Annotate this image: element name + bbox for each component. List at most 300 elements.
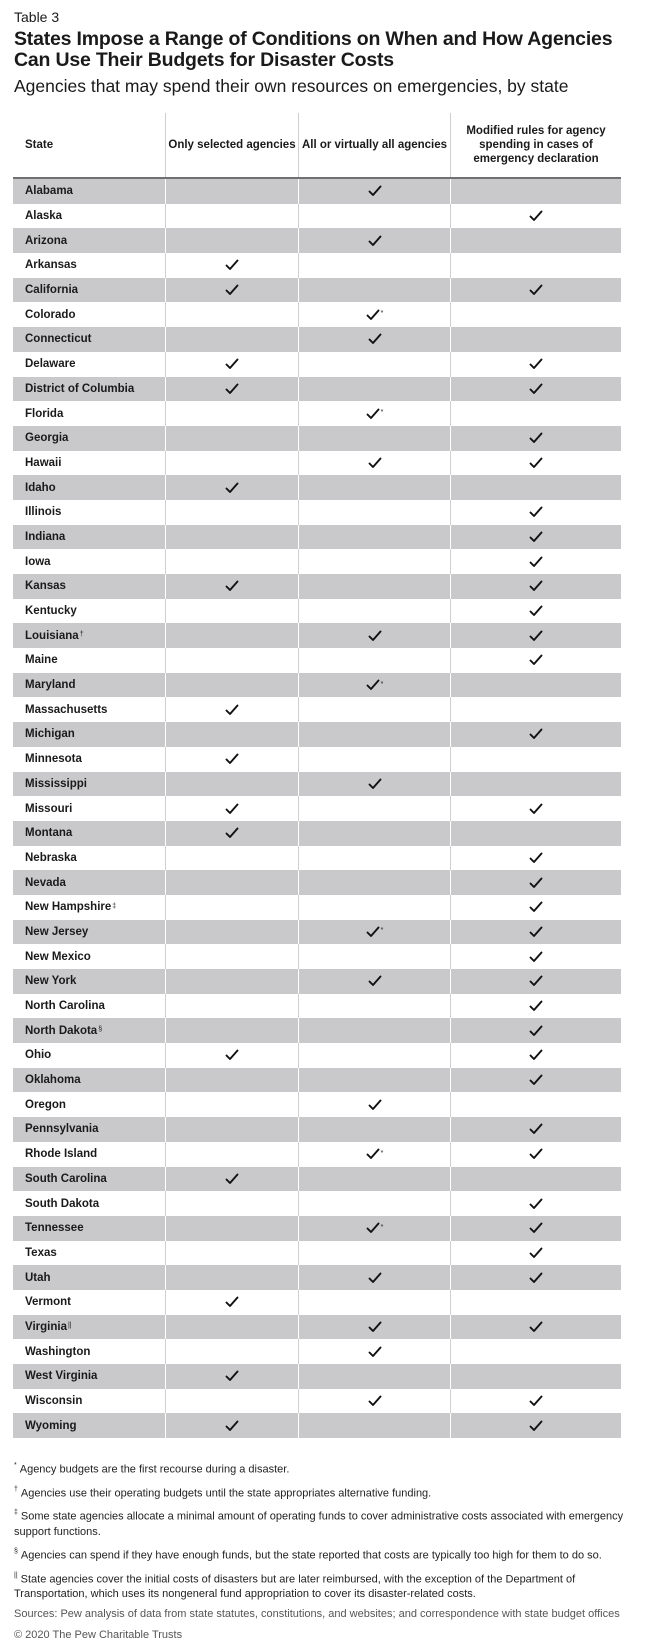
- checkmark-icon: [368, 457, 382, 469]
- state-name: New York: [25, 975, 77, 988]
- table-row: [13, 1117, 621, 1142]
- only-selected-cell: [165, 944, 298, 969]
- all-agencies-cell: [298, 1389, 450, 1414]
- only-selected-cell: [165, 599, 298, 624]
- checkmark-icon: [368, 1099, 382, 1111]
- state-name-cell: [13, 377, 165, 402]
- modified-rules-cell: [450, 747, 621, 772]
- table-row: [13, 1389, 621, 1414]
- all-agencies-cell: [298, 1167, 450, 1192]
- only-selected-cell: [165, 401, 298, 426]
- modified-rules-cell: [450, 772, 621, 797]
- modified-rules-cell: [450, 377, 621, 402]
- state-name-cell: [13, 1241, 165, 1266]
- checkmark-icon: [366, 926, 380, 938]
- footnote-symbol: ||: [14, 1571, 18, 1579]
- only-selected-cell: [165, 179, 298, 204]
- state-footnote-marker: §: [98, 1026, 103, 1034]
- modified-rules-cell: [450, 821, 621, 846]
- checkmark-icon: [529, 383, 543, 395]
- modified-rules-cell: [450, 870, 621, 895]
- all-agencies-cell: [298, 599, 450, 624]
- modified-rules-cell: [450, 1265, 621, 1290]
- state-name-cell: [13, 1191, 165, 1216]
- only-selected-cell: [165, 821, 298, 846]
- footnote-text: Agencies use their operating budgets until the state appropriates alternative funding.: [20, 1487, 432, 1500]
- modified-rules-cell: [450, 500, 621, 525]
- checkmark-footnote-marker: *: [380, 927, 384, 935]
- checkmark-icon: [368, 1272, 382, 1284]
- table-row: [13, 1315, 621, 1340]
- all-agencies-cell: [298, 994, 450, 1019]
- modified-rules-cell: [450, 697, 621, 722]
- checkmark-icon: [366, 1222, 380, 1234]
- checkmark-icon: [366, 408, 380, 420]
- table-row: [13, 1265, 621, 1290]
- all-agencies-cell: [298, 673, 450, 698]
- table-row: [13, 253, 621, 278]
- checkmark-icon: [529, 1198, 543, 1210]
- checkmark-icon: [529, 852, 543, 864]
- checkmark-icon: [225, 803, 239, 815]
- only-selected-cell: [165, 327, 298, 352]
- state-name: Montana: [25, 827, 73, 840]
- only-selected-cell: [165, 1092, 298, 1117]
- table-row: [13, 475, 621, 500]
- state-name-cell: [13, 549, 165, 574]
- state-name-cell: [13, 352, 165, 377]
- checkmark-icon: [529, 803, 543, 815]
- table-row: [13, 327, 621, 352]
- table-row: [13, 623, 621, 648]
- only-selected-cell: [165, 623, 298, 648]
- modified-rules-cell: [450, 525, 621, 550]
- table-row: [13, 377, 621, 402]
- checkmark-icon: [529, 531, 543, 543]
- column-header-all-agencies: All or virtually all agencies: [298, 113, 450, 177]
- state-name-cell: [13, 722, 165, 747]
- modified-rules-cell: [450, 278, 621, 303]
- state-name: Illinois: [25, 506, 62, 519]
- checkmark-icon: [529, 1321, 543, 1333]
- checkmark-icon: [529, 1000, 543, 1012]
- state-name-cell: [13, 623, 165, 648]
- checkmark-icon: [529, 1025, 543, 1037]
- state-name: Indiana: [25, 530, 66, 543]
- checkmark-icon: [368, 235, 382, 247]
- checkmark-footnote-marker: *: [380, 1223, 384, 1231]
- checkmark-icon: [529, 580, 543, 592]
- checkmark-icon: [529, 1148, 543, 1160]
- state-name-cell: [13, 1364, 165, 1389]
- state-name-cell: [13, 673, 165, 698]
- checkmark-icon: [225, 1370, 239, 1382]
- only-selected-cell: [165, 278, 298, 303]
- only-selected-cell: [165, 870, 298, 895]
- column-header-modified-rules: Modified rules for agency spending in cases of emergency declaration: [450, 113, 621, 177]
- checkmark-icon: [529, 901, 543, 913]
- only-selected-cell: [165, 1290, 298, 1315]
- all-agencies-cell: [298, 1068, 450, 1093]
- table-row: [13, 302, 621, 327]
- checkmark-icon: [225, 827, 239, 839]
- state-name-cell: [13, 1092, 165, 1117]
- table-row: [13, 969, 621, 994]
- state-name: Alaska: [25, 210, 63, 223]
- state-name: Nebraska: [25, 851, 77, 864]
- state-name: Ohio: [25, 1049, 52, 1062]
- all-agencies-cell: [298, 1142, 450, 1167]
- modified-rules-cell: [450, 1191, 621, 1216]
- state-name: Georgia: [25, 432, 69, 445]
- sources-note: Sources: Pew analysis of data from state statutes, constitutions, and websites; and correspondence with state budget offices: [14, 1608, 620, 1621]
- state-name: Idaho: [25, 481, 56, 494]
- checkmark-footnote-marker: *: [380, 680, 384, 688]
- state-name-cell: [13, 796, 165, 821]
- state-name-cell: [13, 1389, 165, 1414]
- only-selected-cell: [165, 500, 298, 525]
- table-row: [13, 1043, 621, 1068]
- only-selected-cell: [165, 204, 298, 229]
- modified-rules-cell: [450, 920, 621, 945]
- checkmark-footnote-marker: *: [380, 1149, 384, 1157]
- only-selected-cell: [165, 1018, 298, 1043]
- all-agencies-cell: [298, 796, 450, 821]
- footnote-text: Some state agencies allocate a minimal amount of operating funds to cover administrative costs associated with emergency support functions.: [14, 1510, 624, 1538]
- state-name: Florida: [25, 407, 64, 420]
- all-agencies-cell: [298, 1265, 450, 1290]
- modified-rules-cell: [450, 1241, 621, 1266]
- modified-rules-cell: [450, 426, 621, 451]
- footnote-symbol: §: [14, 1547, 18, 1555]
- modified-rules-cell: [450, 994, 621, 1019]
- table-row: [13, 821, 621, 846]
- table-row: [13, 697, 621, 722]
- footnote-text: Agencies can spend if they have enough funds, but the state reported that costs are typically too high for them to do so.: [20, 1549, 602, 1562]
- all-agencies-cell: [298, 1216, 450, 1241]
- all-agencies-cell: [298, 302, 450, 327]
- all-agencies-cell: [298, 377, 450, 402]
- all-agencies-cell: [298, 846, 450, 871]
- only-selected-cell: [165, 895, 298, 920]
- only-selected-cell: [165, 747, 298, 772]
- checkmark-icon: [529, 1049, 543, 1061]
- all-agencies-cell: [298, 772, 450, 797]
- all-agencies-cell: [298, 1315, 450, 1340]
- checkmark-icon: [366, 309, 380, 321]
- checkmark-icon: [529, 358, 543, 370]
- table-row: [13, 278, 621, 303]
- state-name-cell: [13, 302, 165, 327]
- state-name-cell: [13, 475, 165, 500]
- state-name-cell: [13, 1117, 165, 1142]
- all-agencies-cell: [298, 722, 450, 747]
- modified-rules-cell: [450, 451, 621, 476]
- copyright: © 2020 The Pew Charitable Trusts: [14, 1629, 183, 1642]
- state-name: North Dakota: [25, 1024, 98, 1037]
- table-row: [13, 1339, 621, 1364]
- state-name: Vermont: [25, 1296, 72, 1309]
- table-row: [13, 401, 621, 426]
- state-name-cell: [13, 895, 165, 920]
- modified-rules-cell: [450, 1413, 621, 1438]
- checkmark-icon: [529, 654, 543, 666]
- state-name-cell: [13, 228, 165, 253]
- state-name: Virginia: [25, 1320, 67, 1333]
- all-agencies-cell: [298, 1018, 450, 1043]
- table-row: [13, 1413, 621, 1438]
- all-agencies-cell: [298, 1413, 450, 1438]
- state-name-cell: [13, 747, 165, 772]
- state-name: Minnesota: [25, 753, 82, 766]
- checkmark-icon: [368, 1395, 382, 1407]
- state-name: Rhode Island: [25, 1148, 98, 1161]
- table-row: [13, 796, 621, 821]
- state-name-cell: [13, 599, 165, 624]
- table-row: [13, 1241, 621, 1266]
- all-agencies-cell: [298, 821, 450, 846]
- modified-rules-cell: [450, 969, 621, 994]
- state-name-cell: [13, 1413, 165, 1438]
- table-row: [13, 500, 621, 525]
- checkmark-footnote-marker: *: [380, 409, 384, 417]
- state-name: Missouri: [25, 802, 73, 815]
- checkmark-icon: [529, 1272, 543, 1284]
- modified-rules-cell: [450, 228, 621, 253]
- only-selected-cell: [165, 772, 298, 797]
- all-agencies-cell: [298, 895, 450, 920]
- all-agencies-cell: [298, 179, 450, 204]
- modified-rules-cell: [450, 599, 621, 624]
- table-row: [13, 451, 621, 476]
- all-agencies-cell: [298, 278, 450, 303]
- checkmark-icon: [529, 926, 543, 938]
- state-name: Maine: [25, 654, 58, 667]
- all-agencies-cell: [298, 253, 450, 278]
- only-selected-cell: [165, 722, 298, 747]
- checkmark-icon: [225, 580, 239, 592]
- checkmark-icon: [225, 1173, 239, 1185]
- only-selected-cell: [165, 1191, 298, 1216]
- only-selected-cell: [165, 574, 298, 599]
- modified-rules-cell: [450, 895, 621, 920]
- modified-rules-cell: [450, 722, 621, 747]
- state-name-cell: [13, 451, 165, 476]
- all-agencies-cell: [298, 574, 450, 599]
- table-row: [13, 944, 621, 969]
- table-label: Table 3: [14, 9, 60, 25]
- only-selected-cell: [165, 1216, 298, 1241]
- state-name: Mississippi: [25, 777, 87, 790]
- all-agencies-cell: [298, 475, 450, 500]
- state-name: Pennsylvania: [25, 1123, 99, 1136]
- modified-rules-cell: [450, 796, 621, 821]
- state-name-cell: [13, 204, 165, 229]
- only-selected-cell: [165, 1241, 298, 1266]
- only-selected-cell: [165, 1389, 298, 1414]
- all-agencies-cell: [298, 549, 450, 574]
- footnote: [14, 1506, 629, 1540]
- modified-rules-cell: [450, 1339, 621, 1364]
- state-name: Alabama: [25, 185, 73, 198]
- state-name-cell: [13, 1315, 165, 1340]
- only-selected-cell: [165, 1339, 298, 1364]
- checkmark-icon: [225, 1296, 239, 1308]
- state-name: Colorado: [25, 308, 76, 321]
- checkmark-icon: [225, 358, 239, 370]
- state-name-cell: [13, 1265, 165, 1290]
- checkmark-icon: [529, 1247, 543, 1259]
- table-row: [13, 1092, 621, 1117]
- only-selected-cell: [165, 426, 298, 451]
- state-name: Tennessee: [25, 1222, 84, 1235]
- state-name: Arizona: [25, 234, 68, 247]
- state-name-cell: [13, 253, 165, 278]
- state-name-cell: [13, 327, 165, 352]
- state-name: Washington: [25, 1345, 91, 1358]
- state-name: Kansas: [25, 580, 66, 593]
- modified-rules-cell: [450, 401, 621, 426]
- state-table: [13, 113, 621, 1438]
- state-name: New Jersey: [25, 925, 89, 938]
- only-selected-cell: [165, 673, 298, 698]
- state-name: Maryland: [25, 679, 76, 692]
- only-selected-cell: [165, 1167, 298, 1192]
- all-agencies-cell: [298, 1191, 450, 1216]
- only-selected-cell: [165, 1068, 298, 1093]
- table-row: [13, 895, 621, 920]
- checkmark-footnote-marker: *: [380, 310, 384, 318]
- table-row: [13, 1191, 621, 1216]
- state-name: Utah: [25, 1271, 51, 1284]
- table-body: [13, 179, 621, 1438]
- state-name-cell: [13, 1339, 165, 1364]
- state-name-cell: [13, 1167, 165, 1192]
- column-header-only-selected: Only selected agencies: [165, 113, 298, 177]
- state-name-cell: [13, 821, 165, 846]
- state-name: New Mexico: [25, 950, 91, 963]
- all-agencies-cell: [298, 228, 450, 253]
- checkmark-icon: [529, 457, 543, 469]
- checkmark-icon: [225, 753, 239, 765]
- state-name-cell: [13, 401, 165, 426]
- checkmark-icon: [368, 1346, 382, 1358]
- state-name: Oregon: [25, 1098, 66, 1111]
- checkmark-icon: [529, 951, 543, 963]
- table-row: [13, 1142, 621, 1167]
- only-selected-cell: [165, 1413, 298, 1438]
- state-name-cell: [13, 1142, 165, 1167]
- state-name-cell: [13, 1216, 165, 1241]
- table-row: [13, 722, 621, 747]
- state-name-cell: [13, 697, 165, 722]
- only-selected-cell: [165, 994, 298, 1019]
- state-name: District of Columbia: [25, 382, 135, 395]
- checkmark-icon: [529, 877, 543, 889]
- only-selected-cell: [165, 525, 298, 550]
- footnote-list: [14, 1459, 629, 1602]
- checkmark-icon: [529, 506, 543, 518]
- page-subtitle: Agencies that may spend their own resources on emergencies, by state: [14, 76, 569, 96]
- only-selected-cell: [165, 451, 298, 476]
- table-row: [13, 204, 621, 229]
- modified-rules-cell: [450, 549, 621, 574]
- modified-rules-cell: [450, 1389, 621, 1414]
- only-selected-cell: [165, 648, 298, 673]
- table-row: [13, 747, 621, 772]
- all-agencies-cell: [298, 870, 450, 895]
- table-row: [13, 1290, 621, 1315]
- all-agencies-cell: [298, 1092, 450, 1117]
- state-name: Kentucky: [25, 605, 77, 618]
- table-row: [13, 1216, 621, 1241]
- state-name: Michigan: [25, 728, 75, 741]
- checkmark-icon: [225, 284, 239, 296]
- state-name-cell: [13, 500, 165, 525]
- checkmark-icon: [225, 259, 239, 271]
- table-row: [13, 1068, 621, 1093]
- modified-rules-cell: [450, 327, 621, 352]
- state-name: Massachusetts: [25, 703, 108, 716]
- modified-rules-cell: [450, 623, 621, 648]
- state-name-cell: [13, 278, 165, 303]
- state-name-cell: [13, 525, 165, 550]
- table-row: [13, 426, 621, 451]
- table-row: [13, 179, 621, 204]
- only-selected-cell: [165, 302, 298, 327]
- state-name: South Dakota: [25, 1197, 100, 1210]
- modified-rules-cell: [450, 574, 621, 599]
- all-agencies-cell: [298, 747, 450, 772]
- modified-rules-cell: [450, 352, 621, 377]
- state-footnote-marker: ‡: [112, 902, 117, 910]
- checkmark-icon: [225, 482, 239, 494]
- modified-rules-cell: [450, 179, 621, 204]
- only-selected-cell: [165, 969, 298, 994]
- footnote-symbol: *: [14, 1462, 17, 1469]
- state-name-cell: [13, 648, 165, 673]
- table-row: [13, 920, 621, 945]
- checkmark-icon: [529, 975, 543, 987]
- all-agencies-cell: [298, 352, 450, 377]
- checkmark-icon: [225, 383, 239, 395]
- all-agencies-cell: [298, 451, 450, 476]
- only-selected-cell: [165, 1265, 298, 1290]
- state-footnote-marker: †: [79, 631, 84, 639]
- checkmark-icon: [529, 1420, 543, 1432]
- only-selected-cell: [165, 352, 298, 377]
- footnote: [14, 1483, 629, 1502]
- footnote: [14, 1545, 629, 1564]
- table-row: [13, 228, 621, 253]
- only-selected-cell: [165, 1315, 298, 1340]
- only-selected-cell: [165, 1364, 298, 1389]
- only-selected-cell: [165, 475, 298, 500]
- column-header-state: State: [25, 139, 54, 151]
- modified-rules-cell: [450, 1018, 621, 1043]
- all-agencies-cell: [298, 944, 450, 969]
- all-agencies-cell: [298, 697, 450, 722]
- only-selected-cell: [165, 377, 298, 402]
- modified-rules-cell: [450, 1364, 621, 1389]
- state-name-cell: [13, 772, 165, 797]
- modified-rules-cell: [450, 302, 621, 327]
- table-row: [13, 1018, 621, 1043]
- footnote-symbol: ‡: [14, 1509, 18, 1517]
- table-header: [13, 113, 621, 179]
- only-selected-cell: [165, 1117, 298, 1142]
- table-row: [13, 673, 621, 698]
